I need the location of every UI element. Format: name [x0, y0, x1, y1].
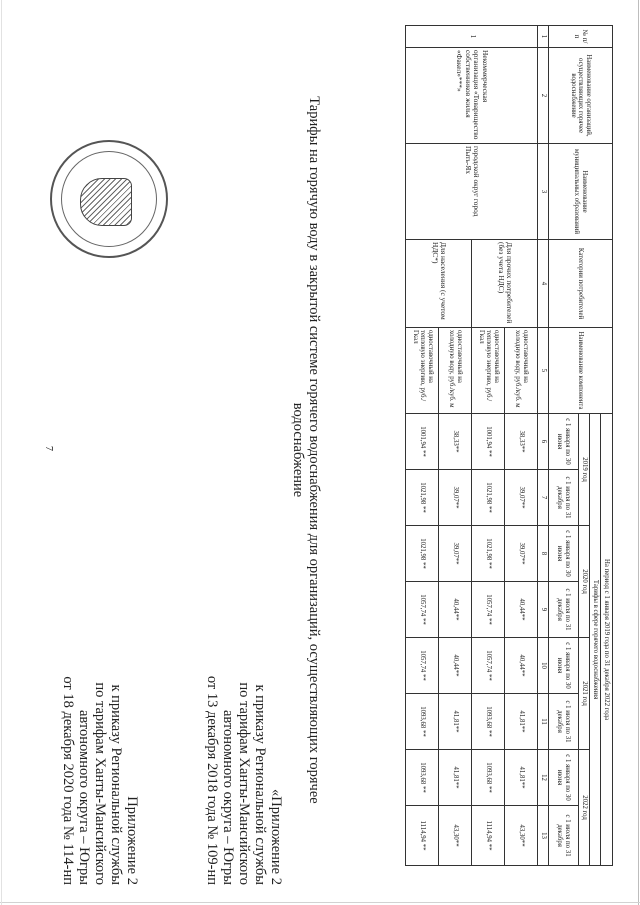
category-population: Для населения (с учетом НДС*) — [406, 240, 472, 328]
header-tariffs: Тарифы в сфере горячего водоснабжения — [590, 414, 601, 866]
component-cold-water: одноставочный на холодную воду, руб./куб. м — [505, 328, 538, 414]
category-other: Для прочих потребителей (без учета НДС) — [472, 240, 538, 328]
tariff-value: 1114,94 ** — [406, 806, 439, 866]
tariff-value: 38,33** — [505, 414, 538, 470]
header-year-2020: 2020 год — [579, 526, 590, 638]
tariff-value: 40,44** — [505, 638, 538, 694]
tariff-value: 1057,74 ** — [406, 638, 439, 694]
tariff-value: 39,07** — [505, 470, 538, 526]
tariff-value: 1093,68 ** — [472, 750, 505, 806]
page-number: 7 — [43, 446, 54, 451]
tariff-value: 1021,98 ** — [406, 526, 439, 582]
header-half-2: с 1 июля по 31 декабря — [549, 694, 579, 750]
tariff-value: 41,81** — [505, 750, 538, 806]
document-title: Тарифы на горячую воду в закрытой системе горячего водоснабжения для организаций, осуществляющих горячее водоснабжение — [290, 96, 322, 804]
tariff-value: 43,30** — [439, 806, 472, 866]
tariff-value: 39,07** — [439, 526, 472, 582]
tariff-value: 1021,98 ** — [472, 526, 505, 582]
tariff-value: 39,07** — [505, 526, 538, 582]
header-half-2: с 1 июля по 31 декабря — [549, 806, 579, 866]
column-number-row: 1 2 3 4 5 6 7 8 9 10 11 12 13 — [538, 26, 549, 866]
tariff-value: 41,81** — [439, 750, 472, 806]
tariff-value: 38,33** — [439, 414, 472, 470]
component-cold-water: одноставочный на холодную воду, руб./куб. м — [439, 328, 472, 414]
header-category: Категории потребителей — [549, 240, 613, 328]
header-num: № п/п — [549, 26, 613, 48]
header-half-2: с 1 июля по 31 декабря — [549, 582, 579, 638]
tariff-value: 41,81** — [505, 694, 538, 750]
header-municipality: Наименование муниципальных образований — [549, 144, 613, 240]
header-half-1: с 1 января по 30 июня — [549, 750, 579, 806]
annex-header-original: «Приложение 2 к приказу Региональной службы по тарифам Ханты-Мансийского автономного округа – Югры от 13 декабря 2018 года № 109-нп — [204, 675, 284, 885]
header-half-1: с 1 января по 30 июня — [549, 526, 579, 582]
organization-name: Некоммерческая организация «Товарищество собственников жилья «Факел»***» — [406, 48, 538, 144]
tariff-value: 1057,74 ** — [406, 582, 439, 638]
tariff-value: 40,44** — [439, 638, 472, 694]
tariff-value: 1057,74 ** — [472, 638, 505, 694]
header-period: На период с 1 января 2019 года по 31 декабря 2022 года — [601, 414, 613, 866]
municipality-name: городской округ город Пыть-Ях — [406, 144, 538, 240]
tariff-value: 40,44** — [505, 582, 538, 638]
tariff-value: 1093,68 ** — [406, 750, 439, 806]
tariff-value: 39,07** — [439, 470, 472, 526]
tariff-value: 1114,94 ** — [472, 806, 505, 866]
header-half-1: с 1 января по 30 июня — [549, 414, 579, 470]
header-organization: Наименование организаций, осуществляющих горячее водоснабжение — [549, 48, 613, 144]
tariff-value: 40,44** — [439, 582, 472, 638]
official-seal — [50, 140, 168, 258]
header-half-1: с 1 января по 30 июня — [549, 638, 579, 694]
tariff-value: 1093,68 ** — [406, 694, 439, 750]
header-year-2021: 2021 год — [579, 638, 590, 750]
row-num: 1 — [406, 26, 538, 48]
tariff-value: 1021,98 ** — [406, 470, 439, 526]
tariff-value: 41,81** — [439, 694, 472, 750]
header-component: Наименование компонента — [549, 328, 613, 414]
annex-header-current: Приложение 2 к приказу Региональной службы по тарифам Ханты-Мансийского автономного округа – Югры от 18 декабря 2020 года № 114-нп — [60, 676, 140, 885]
header-year-2019: 2019 год — [579, 414, 590, 526]
header-half-2: с 1 июля по 31 декабря — [549, 470, 579, 526]
component-heat: одноставочный на тепловую энергию, руб./Гкал — [472, 328, 505, 414]
tariff-value: 1001,94 ** — [472, 414, 505, 470]
tariff-value: 1093,68 ** — [472, 694, 505, 750]
coat-of-arms-icon — [80, 178, 132, 226]
table-row — [505, 26, 538, 866]
tariff-value: 1021,98 ** — [472, 470, 505, 526]
tariff-table — [405, 25, 613, 866]
tariff-value: 1001,94 ** — [406, 414, 439, 470]
tariff-value: 43,30** — [505, 806, 538, 866]
header-year-2022: 2022 год — [579, 750, 590, 866]
tariff-value: 1057,74 ** — [472, 582, 505, 638]
component-heat: одноставочный на тепловую энергию, руб./Гкал — [406, 328, 439, 414]
